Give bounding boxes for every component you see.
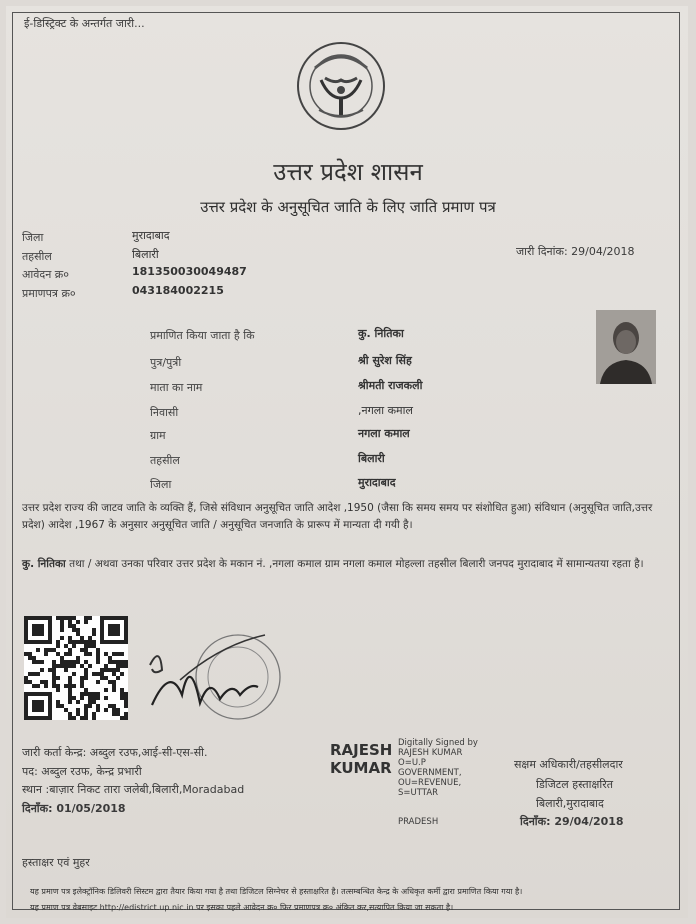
footer-note: यह प्रमाण पत्र इलेक्ट्रॉनिक डिलिवरी सिस्टम द्वारा तैयार किया गया है तथा डिजिटल सिग्नेचर से हस्ताक्षरित है। तत्सम्बन्धित केन्द्र के अधिकृत कर्मी द्वारा प्रमाणित किया गया है। bbox=[30, 887, 523, 896]
application-number: 181350030049487 bbox=[132, 265, 247, 278]
signature-detail: Digitally Signed by bbox=[398, 738, 478, 748]
top-note: ई-डिस्ट्रिक्ट के अन्तर्गत जारी... bbox=[24, 17, 145, 30]
caste-paragraph: उत्तर प्रदेश राज्य की जाटव जाति के व्यक्ति हैं, जिसे संविधान अनुसूचित जाति आदेश ,1950 (जैसा कि समय समय पर संशोधित हुआ) संविधान (अनुसूचित जाति,उत्तर प्रदेश) आदेश ,1967 के अनुसार अनुसूचित जाति / अनुसूचित जनजाति के प्रारूप में मान्यता दी गयी है। bbox=[22, 502, 653, 531]
issuer-post: पद: अब्दुल रउफ, केन्द्र प्रभारी bbox=[22, 765, 142, 778]
authority-signed: डिजिटल हस्ताक्षरित bbox=[536, 778, 613, 791]
issuer-date: दिनाँक: 01/05/2018 bbox=[22, 802, 126, 815]
field-value: ,नगला कमाल bbox=[358, 404, 413, 417]
digital-signer-name: RAJESH bbox=[330, 741, 393, 759]
field-label: जिला bbox=[150, 478, 172, 491]
signature-detail: S=UTTAR bbox=[398, 788, 439, 798]
field-label: तहसील bbox=[150, 454, 180, 467]
field-value: नगला कमाल bbox=[358, 427, 410, 440]
issuer-place: स्थान :बाज़ार निकट तारा जलेबी,बिलारी,Moradabad bbox=[22, 783, 245, 796]
qr-code bbox=[24, 616, 128, 720]
page-title: उत्तर प्रदेश शासन bbox=[273, 158, 423, 186]
handwritten-signature bbox=[140, 625, 290, 725]
authority-date: दिनाँक: 29/04/2018 bbox=[520, 815, 624, 828]
field-label: निवासी bbox=[150, 406, 179, 419]
up-state-emblem bbox=[295, 40, 387, 132]
authority-title: सक्षम अधिकारी/तहसीलदार bbox=[514, 758, 623, 771]
signature-detail: GOVERNMENT, bbox=[398, 768, 462, 778]
field-value: श्री सुरेश सिंह bbox=[358, 354, 412, 367]
residence-paragraph bbox=[22, 556, 672, 573]
field-label: माता का नाम bbox=[150, 381, 203, 394]
tehsil-label: तहसील bbox=[22, 250, 52, 263]
field-value: श्रीमती राजकली bbox=[358, 379, 423, 392]
application-label: आवेदन क्र० bbox=[22, 268, 69, 281]
applicant-photo bbox=[596, 310, 656, 384]
signature-seal-label: हस्ताक्षर एवं मुहर bbox=[22, 856, 90, 869]
authority-place: बिलारी,मुरादाबाद bbox=[536, 797, 604, 810]
signature-detail: PRADESH bbox=[398, 817, 439, 827]
certificate-subtitle: उत्तर प्रदेश के अनुसूचित जाति के लिए जाति प्रमाण पत्र bbox=[200, 198, 496, 216]
field-value: कु. नितिका bbox=[358, 327, 404, 340]
digital-signer-name: KUMAR bbox=[330, 759, 392, 777]
applicant-name: कु. नितिका bbox=[22, 558, 66, 570]
district-value: मुरादाबाद bbox=[132, 229, 170, 242]
digital-signature-details bbox=[398, 738, 478, 798]
signature-detail: OU=REVENUE, bbox=[398, 778, 462, 788]
district-label: जिला bbox=[22, 231, 44, 244]
signature-detail: O=U.P bbox=[398, 758, 426, 768]
signature-detail: RAJESH KUMAR bbox=[398, 748, 463, 758]
field-label: ग्राम bbox=[150, 429, 166, 442]
field-label: पुत्र/पुत्री bbox=[150, 356, 182, 369]
footer-verify-note: यह प्रमाण पत्र वेबसाइट http://edistrict.up.nic.in पर इसका पहले आवेदन क्र० फिर प्रमाणपत्र क्र० अंकित कर,सत्यापित किया जा सकता है। bbox=[30, 903, 454, 912]
field-value: मुरादाबाद bbox=[358, 476, 396, 489]
tehsil-value: बिलारी bbox=[132, 248, 159, 261]
field-label: प्रमाणित किया जाता है कि bbox=[150, 329, 255, 342]
residence-text: तथा / अथवा उनका परिवार उत्तर प्रदेश के मकान नं. ,नगला कमाल ग्राम नगला कमाल मोहल्ला तहसील बिलारी जनपद मुरादाबाद में सामान्यतया रहता है। bbox=[65, 558, 644, 570]
certificate-label: प्रमाणपत्र क्र० bbox=[22, 287, 76, 300]
issuer-centre: जारी कर्ता केन्द्र: अब्दुल रउफ,आई-सी-एस-सी. bbox=[22, 746, 208, 759]
field-value: बिलारी bbox=[358, 452, 385, 465]
issue-date: जारी दिनांक: 29/04/2018 bbox=[516, 245, 635, 258]
certificate-number: 043184002215 bbox=[132, 284, 224, 297]
